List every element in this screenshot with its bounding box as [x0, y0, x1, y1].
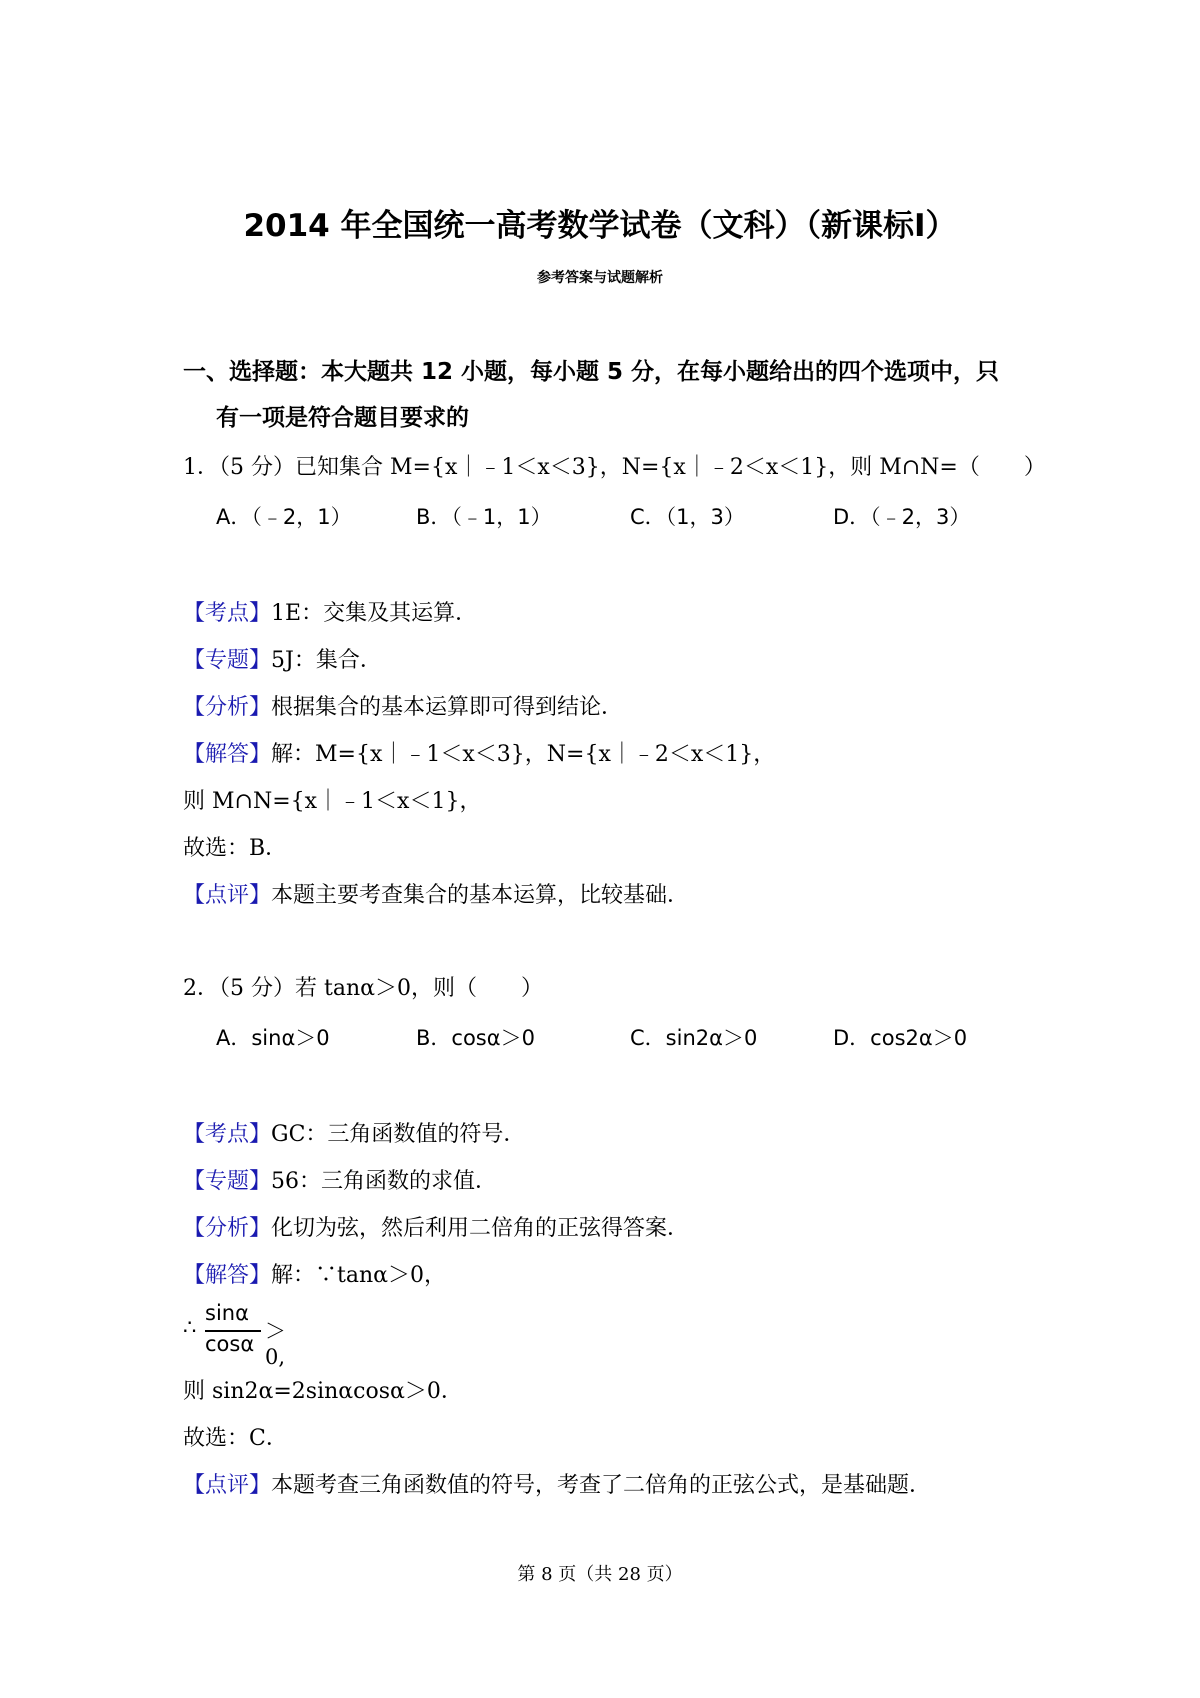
q2-jieda-line4: 故选：C． — [183, 1426, 288, 1451]
q1-kaodian-text: 1E：交集及其运算． — [271, 601, 478, 626]
q1-fenxi-tag: 【分析】 — [183, 695, 272, 720]
question-1-stem: 1．（5 分）已知集合 M={x｜﹣1＜x＜3}，N={x｜﹣2＜x＜1}，则 M∩N=（ ） — [183, 455, 1046, 480]
q1-kaodian — [183, 599, 477, 629]
q2-zhuanti-tag: 【专题】 — [183, 1169, 272, 1194]
q1-zhuanti — [183, 646, 382, 676]
q1-jieda-line3: 故选：B． — [183, 836, 288, 861]
q2-dianping-text: 本题考查三角函数值的符号，考查了二倍角的正弦公式，是基础题． — [271, 1473, 932, 1498]
fraction-numerator: sinα — [205, 1301, 249, 1325]
q2-zhuanti-text: 56：三角函数的求值． — [271, 1169, 498, 1194]
q1-fenxi — [183, 693, 623, 723]
q1-zhuanti-text: 5J：集合． — [271, 648, 382, 673]
q1-jieda-tag: 【解答】 — [183, 742, 272, 767]
page-title: 2014 年全国统一高考数学试卷（文科）（新课标Ⅰ） — [243, 208, 957, 244]
q2-jieda-tag: 【解答】 — [183, 1263, 272, 1288]
q1-dianping-tag: 【点评】 — [183, 883, 272, 908]
section-heading-line1: 一、选择题：本大题共 12 小题，每小题 5 分，在每小题给出的四个选项中，只 — [183, 359, 1000, 385]
q2-zhuanti — [183, 1167, 497, 1197]
fraction-denominator: cosα — [205, 1332, 255, 1356]
page-footer: 第 8 页（共 28 页） — [517, 1564, 683, 1585]
q1-fenxi-text: 根据集合的基本运算即可得到结论． — [271, 695, 624, 720]
q1-jieda-line2: 则 M∩N={x｜﹣1＜x＜1}， — [183, 789, 482, 814]
question-2-stem: 2．（5 分）若 tanα＞0，则（ ） — [183, 976, 543, 1001]
q1-option-b: B．（﹣1，1） — [416, 505, 552, 529]
therefore-symbol: ∴ — [183, 1315, 197, 1339]
q2-option-b: B．cosα＞0 — [416, 1026, 535, 1050]
q2-jieda-text: 解：∵tanα＞0， — [271, 1263, 446, 1288]
page-subtitle: 参考答案与试题解析 — [537, 270, 663, 286]
fraction-inequality: ＞0, — [265, 1319, 286, 1369]
q1-zhuanti-tag: 【专题】 — [183, 648, 272, 673]
q2-dianping-tag: 【点评】 — [183, 1473, 272, 1498]
q1-dianping-text: 本题主要考查集合的基本运算，比较基础． — [271, 883, 690, 908]
q2-fenxi-text: 化切为弦，然后利用二倍角的正弦得答案． — [271, 1216, 690, 1241]
q2-option-d: D．cos2α＞0 — [833, 1026, 968, 1050]
q1-jieda-text: 解：M={x｜﹣1＜x＜3}，N={x｜﹣2＜x＜1}， — [271, 742, 776, 767]
q2-option-c: C．sin2α＞0 — [630, 1026, 758, 1050]
q2-kaodian — [183, 1120, 525, 1150]
q2-dianping — [183, 1471, 931, 1501]
q1-jieda — [183, 740, 775, 770]
q2-fenxi-tag: 【分析】 — [183, 1216, 272, 1241]
q1-dianping — [183, 881, 689, 911]
section-heading-line2: 有一项是符合题目要求的 — [216, 405, 469, 431]
q1-option-a: A．（﹣2，1） — [216, 505, 352, 529]
q1-option-d: D．（﹣2，3） — [833, 505, 971, 529]
q2-kaodian-tag: 【考点】 — [183, 1122, 272, 1147]
q2-option-a: A．sinα＞0 — [216, 1026, 330, 1050]
q2-jieda — [183, 1261, 446, 1291]
q2-kaodian-text: GC：三角函数值的符号． — [271, 1122, 526, 1147]
q1-option-c: C．（1，3） — [630, 505, 745, 529]
q1-kaodian-tag: 【考点】 — [183, 601, 272, 626]
q2-fenxi — [183, 1214, 689, 1244]
q2-jieda-line3: 则 sin2α=2sinαcosα＞0． — [183, 1379, 463, 1404]
